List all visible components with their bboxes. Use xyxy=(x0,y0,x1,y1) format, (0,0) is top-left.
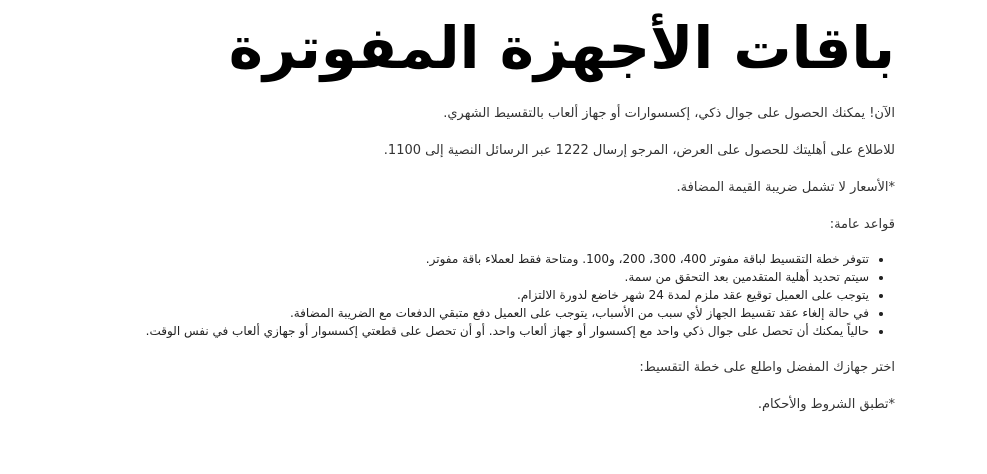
content-section xyxy=(35,0,895,414)
list-item: • تتوفر خطة التقسيط لباقة مفوتر 400، 300، 200، و100. ومتاحة فقط لعملاء باقة مفوتر. xyxy=(35,250,869,268)
page-title: باقات الأجهزة المفوترة xyxy=(228,14,895,82)
intro-text: الآن! يمكنك الحصول على جوال ذكي، إكسسوارات أو جهاز ألعاب بالتقسيط الشهري. xyxy=(443,106,895,121)
terms-note: *تطبق الشروط والأحكام. xyxy=(757,397,895,412)
rules-heading: قواعد عامة: xyxy=(829,217,895,232)
rules-list xyxy=(35,250,895,340)
vat-note: *الأسعار لا تشمل ضريبة القيمة المضافة. xyxy=(676,180,895,195)
list-item: • في حالة إلغاء عقد تقسيط الجهاز لأي سبب من الأسباب، يتوجب على العميل دفع متبقي الدفعات مع الضريبة المضافة. xyxy=(35,304,869,322)
choose-device-text: اختر جهازك المفضل واطلع على خطة التقسيط: xyxy=(639,360,895,375)
eligibility-instructions: للاطلاع على أهليتك للحصول على العرض، المرجو إرسال 1222 عبر الرسائل النصية إلى 1100. xyxy=(383,143,895,158)
list-item: • يتوجب على العميل توقيع عقد ملزم لمدة 24 شهر خاضع لدورة الالتزام. xyxy=(35,286,869,304)
list-item: • سيتم تحديد أهلية المتقدمين بعد التحقق من سمة. xyxy=(35,268,869,286)
list-item: • حالياً يمكنك أن تحصل على جوال ذكي واحد مع إكسسوار أو جهاز ألعاب واحد. أو أن تحصل على قطعتي إكسسوار أو جهازي ألعاب في نفس الوقت. xyxy=(35,322,869,340)
